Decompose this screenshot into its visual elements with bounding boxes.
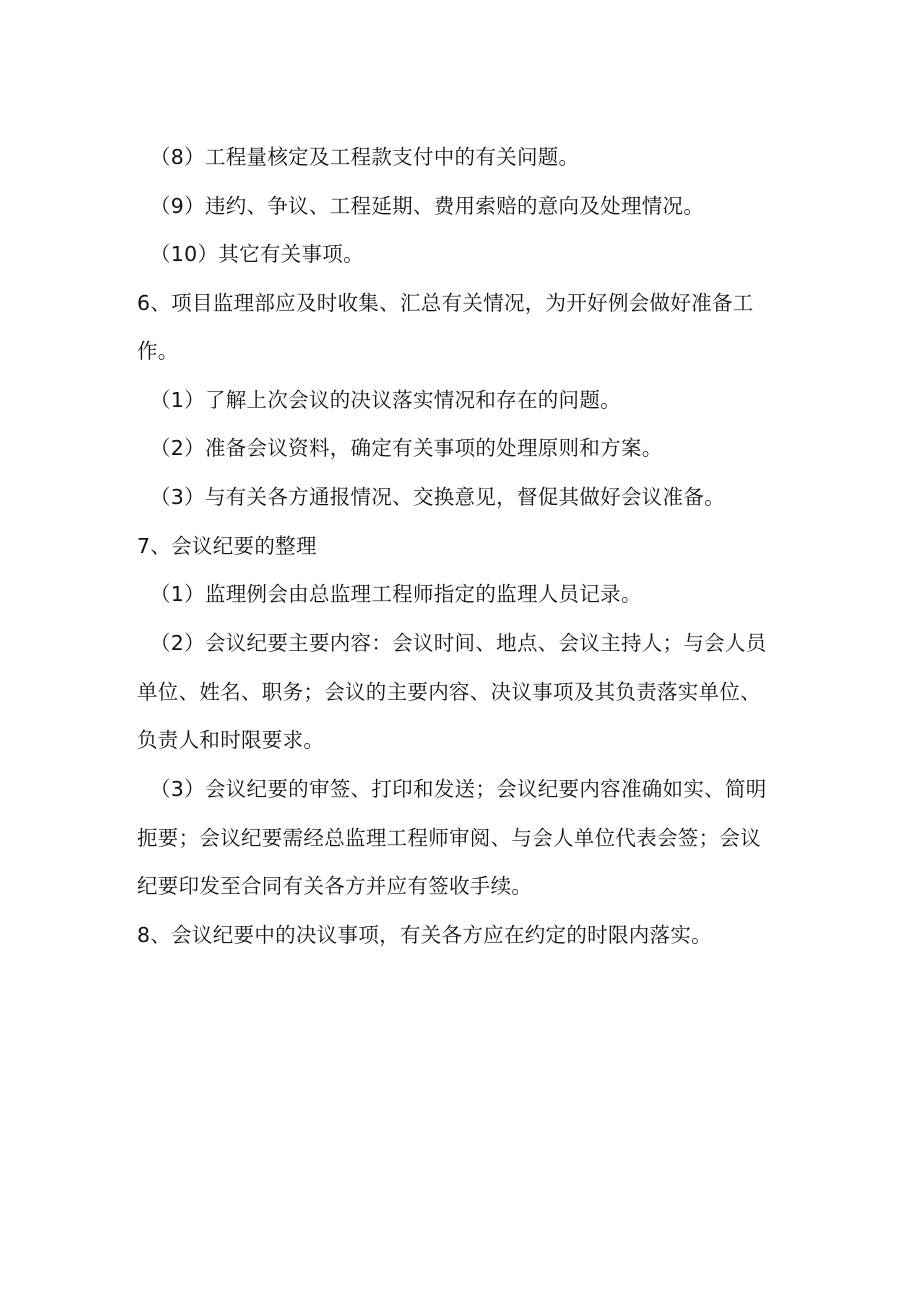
section-6-item-1: （1）了解上次会议的决议落实情况和存在的问题。 <box>150 388 621 412</box>
section-8-heading: 8、会议纪要中的决议事项，有关各方应在约定的时限内落实。 <box>137 923 712 947</box>
section-7-item-2-line-2: 单位、姓名、职务；会议的主要内容、决议事项及其负责落实单位、 <box>137 680 761 704</box>
section-7-item-2-line-1: （2）会议纪要主要内容：会议时间、地点、会议主持人；与会人员 <box>150 631 767 655</box>
section-6-item-3: （3）与有关各方通报情况、交换意见，督促其做好会议准备。 <box>150 485 725 509</box>
section-7-item-2-line-3: 负责人和时限要求。 <box>137 728 325 752</box>
section-7-item-3-line-2: 扼要；会议纪要需经总监理工程师审阅、与会人单位代表会签；会议 <box>137 826 761 850</box>
section-7-item-3-line-3: 纪要印发至合同有关各方并应有签收手续。 <box>137 874 533 898</box>
section-7-item-3-line-1: （3）会议纪要的审签、打印和发送；会议纪要内容准确如实、简明 <box>150 777 767 801</box>
item-9-text: （9）违约、争议、工程延期、费用索赔的意向及处理情况。 <box>150 194 705 218</box>
section-6-item-2: （2）准备会议资料，确定有关事项的处理原则和方案。 <box>150 436 663 460</box>
item-8-text: （8）工程量核定及工程款支付中的有关问题。 <box>150 145 580 169</box>
section-6-heading: 6、项目监理部应及时收集、汇总有关情况，为开好例会做好准备工 <box>137 291 754 315</box>
section-6-heading-continued: 作。 <box>137 339 179 363</box>
section-7-item-1: （1）监理例会由总监理工程师指定的监理人员记录。 <box>150 582 642 606</box>
item-10-text: （10）其它有关事项。 <box>150 242 364 266</box>
section-7-heading: 7、会议纪要的整理 <box>137 534 317 558</box>
